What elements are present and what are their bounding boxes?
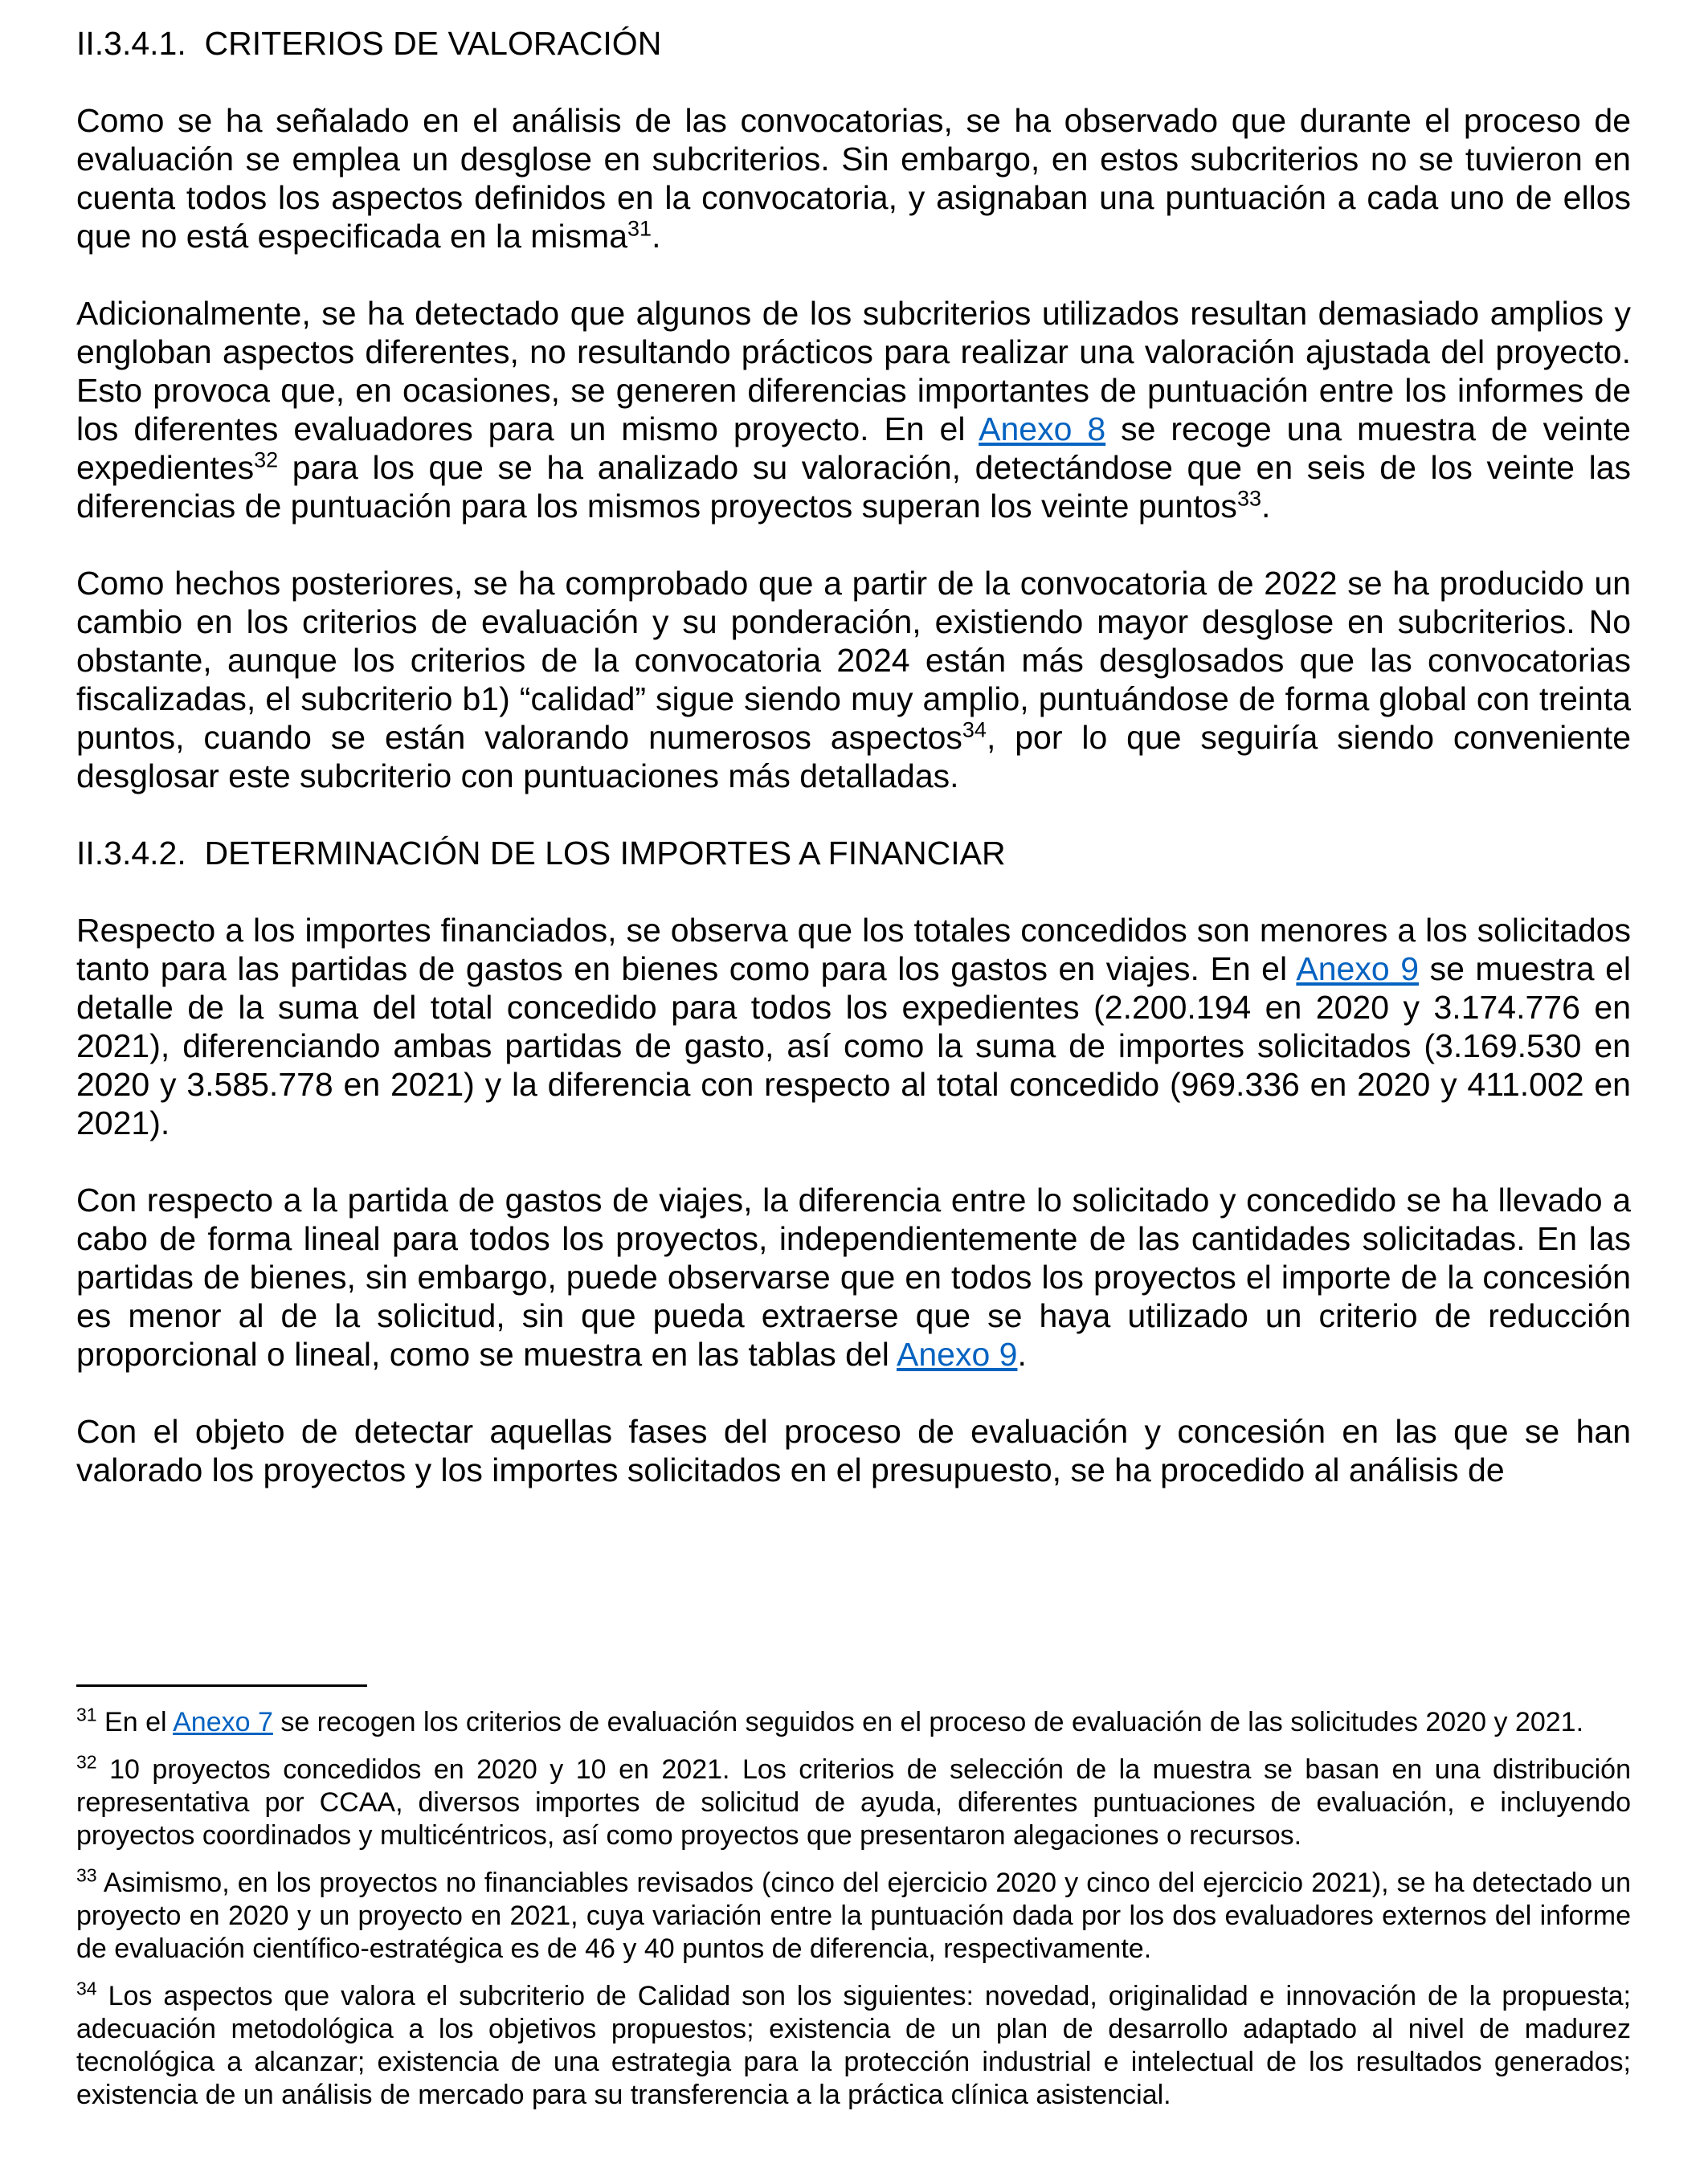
body-paragraph bbox=[76, 294, 1631, 525]
footnote-ref-34: 34 bbox=[76, 1978, 97, 1999]
text-run: se recogen los criterios de evaluación seguidos en el proceso de evaluación de las solicitudes 2020 y 2021. bbox=[272, 1707, 1584, 1737]
footnote-ref-33: 33 bbox=[76, 1864, 97, 1886]
footnote bbox=[76, 1980, 1631, 2112]
body-paragraph bbox=[76, 101, 1631, 255]
text-run: Con respecto a la partida de gastos de viajes, la diferencia entre lo solicitado y concedido se ha llevado a cabo de forma lineal para todos los proyectos, independientemente de las cantidades solicitadas. En las partidas de bienes, sin embargo, puede observarse que en todos los proyectos el importe de la concesión es menor al de la solicitud, sin que pueda extraerse que se haya utilizado un criterio de reducción proporcional o lineal, como se muestra en las tablas del bbox=[76, 1182, 1631, 1373]
footnote-separator bbox=[76, 1684, 367, 1687]
text-run: En el bbox=[96, 1707, 174, 1737]
anexo-7-link[interactable]: Anexo 7 bbox=[173, 1707, 273, 1737]
anexo-9-link[interactable]: Anexo 9 bbox=[1296, 950, 1420, 987]
body-paragraph bbox=[76, 911, 1631, 1142]
anexo-8-link[interactable]: Anexo 8 bbox=[979, 410, 1106, 447]
text-run: Respecto a los importes financiados, se observa que los totales concedidos son menores a los solicitados tanto para las partidas de gastos en bienes como para los gastos en viajes. En el bbox=[76, 912, 1631, 987]
body-paragraph bbox=[76, 1412, 1631, 1489]
text-run: para los que se ha analizado su valoración, detectándose que en seis de los veinte las diferencias de puntuación para los mismos proyectos superan los veinte puntos bbox=[76, 449, 1631, 525]
footnote bbox=[76, 1864, 1631, 1966]
text-run: . bbox=[1261, 488, 1271, 525]
text-run: II.3.4.2. DETERMINACIÓN DE LOS IMPORTES A FINANCIAR bbox=[76, 835, 1006, 872]
footnote bbox=[76, 1706, 1631, 1739]
text-run: Como se ha señalado en el análisis de las convocatorias, se ha observado que durante el proceso de evaluación se emplea un desglose en subcriterios. Sin embargo, en estos subcriterios no se tuvieron en cuenta todos los aspectos definidos en la convocatoria, y asignaban una puntuación a cada uno de ellos que no está especificada en la misma bbox=[76, 102, 1631, 255]
text-run: . bbox=[1017, 1336, 1027, 1373]
footnote-ref-32: 32 bbox=[254, 447, 279, 472]
text-run: II.3.4.1. CRITERIOS DE VALORACIÓN bbox=[76, 25, 662, 62]
footnote-list bbox=[76, 1706, 1631, 2112]
text-run: Asimismo, en los proyectos no financiables revisados (cinco del ejercicio 2020 y cinco del ejercicio 2021), se ha detectado un proyecto en 2020 y un proyecto en 2021, cuya variación entre la puntuación dada por los dos evaluadores externos del informe de evaluación científico-estratégica es de 46 y 40 puntos de diferencia, respectivamente. bbox=[76, 1868, 1631, 1964]
text-run: Adicionalmente, se ha detectado que algunos de los subcriterios utilizados resultan demasiado amplios y engloban aspectos diferentes, no resultando prácticos para realizar una valoración ajustada del proyecto. Esto provoca que, en ocasiones, se generen diferencias importantes de puntuación entre los informes de los diferentes evaluadores para un mismo proyecto. En el bbox=[76, 295, 1631, 447]
section-heading bbox=[76, 24, 1631, 63]
anexo-9-link-2[interactable]: Anexo 9 bbox=[897, 1336, 1018, 1373]
text-run: . bbox=[652, 218, 661, 255]
footnote-ref-32: 32 bbox=[76, 1751, 97, 1773]
footnote-ref-31: 31 bbox=[76, 1704, 97, 1725]
footnote-ref-31: 31 bbox=[627, 216, 652, 241]
footnote-ref-34: 34 bbox=[962, 717, 987, 742]
text-run: , por lo que seguiría siendo conveniente desglosar este subcriterio con puntuaciones más detalladas. bbox=[76, 719, 1631, 794]
section-heading bbox=[76, 834, 1631, 872]
body-paragraph bbox=[76, 1181, 1631, 1374]
text-run: se recoge una muestra de veinte expedientes bbox=[76, 410, 1631, 486]
text-run: Con el objeto de detectar aquellas fases del proceso de evaluación y concesión en las que se han valorado los proyectos y los importes solicitados en el presupuesto, se ha procedido al análisis de bbox=[76, 1413, 1631, 1488]
text-run: se muestra el detalle de la suma del total concedido para todos los expedientes (2.200.194 en 2020 y 3.174.776 en 2021), diferenciando ambas partidas de gasto, así como la suma de importes solicitados (3.169.530 en 2020 y 3.585.778 en 2021) y la diferencia con respecto al total concedido (969.336 en 2020 y 411.002 en 2021). bbox=[76, 950, 1632, 1141]
text-run: Los aspectos que valora el subcriterio de Calidad son los siguientes: novedad, originalidad e innovación de la propuesta; adecuación metodológica a los objetivos propuestos; existencia de un plan de desarrollo adaptado al nivel de madurez tecnológica a alcanzar; existencia de una estrategia para la protección industrial e intelectual de los resultados generados; existencia de un análisis de mercado para su transferencia a la práctica clínica asistencial. bbox=[76, 1981, 1631, 2110]
text-run: Como hechos posteriores, se ha comprobado que a partir de la convocatoria de 2022 se ha producido un cambio en los criterios de evaluación y su ponderación, existiendo mayor desglose en subcriterios. No obstante, aunque los criterios de la convocatoria 2024 están más desglosados que las convocatorias fiscalizadas, el subcriterio b1) “calidad” sigue siendo muy amplio, puntuándose de forma global con treinta puntos, cuando se están valorando numerosos aspectos bbox=[76, 565, 1631, 756]
footnote bbox=[76, 1751, 1631, 1852]
text-run: 10 proyectos concedidos en 2020 y 10 en 2021. Los criterios de selección de la muestra se basan en una distribución representativa por CCAA, diversos importes de solicitud de ayuda, diferentes puntuaciones de evaluación, e incluyendo proyectos coordinados y multicéntricos, así como proyectos que presentaron alegaciones o recursos. bbox=[76, 1754, 1631, 1851]
footnote-ref-33: 33 bbox=[1236, 486, 1261, 511]
document-body bbox=[76, 24, 1631, 1489]
body-paragraph bbox=[76, 564, 1631, 795]
footnotes-section bbox=[76, 1684, 1631, 2112]
